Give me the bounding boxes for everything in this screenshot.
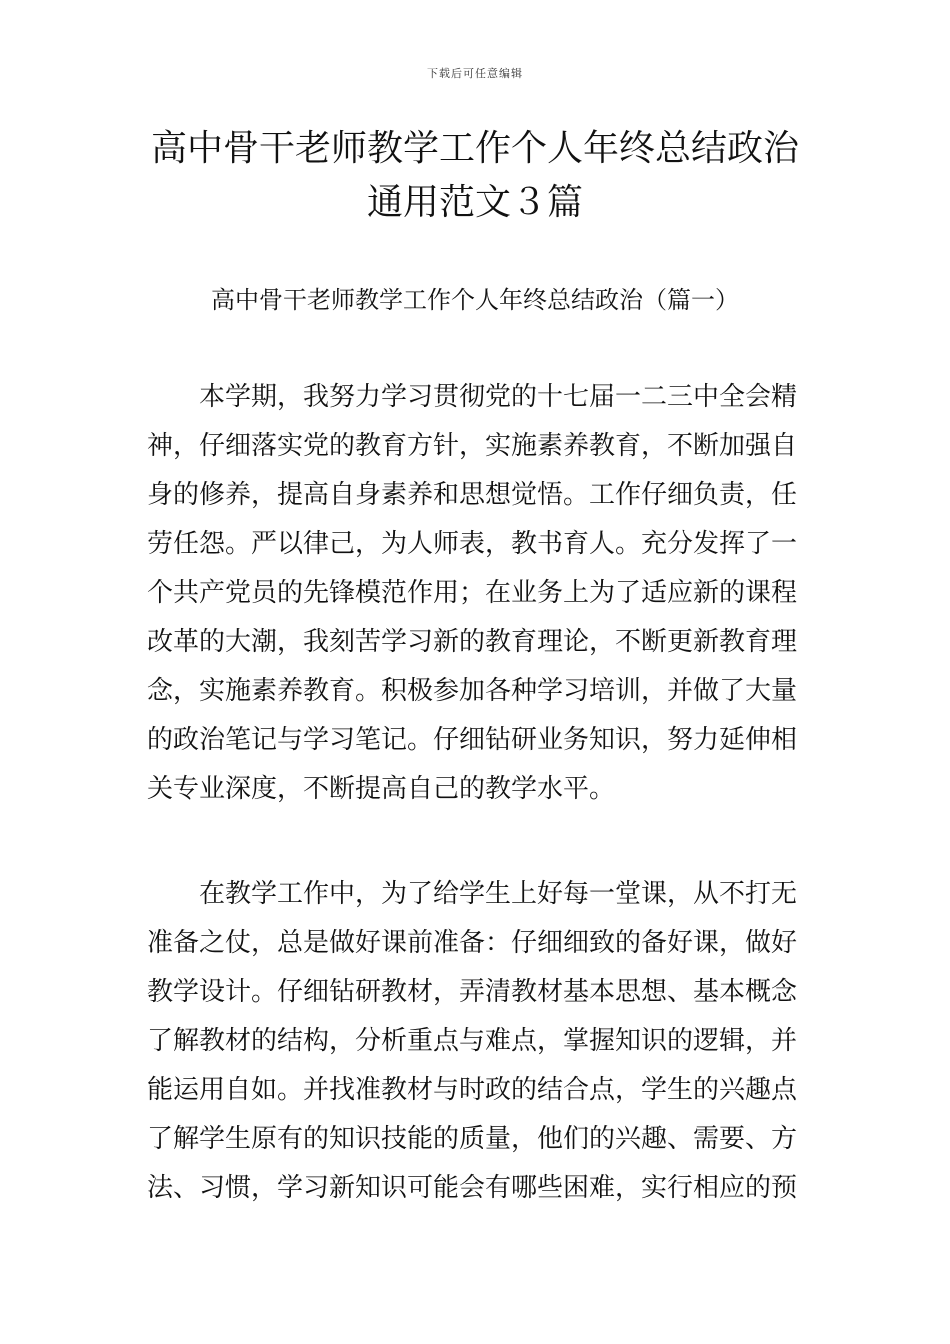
paragraph-line: 神，仔细落实党的教育方针，实施素养教育，不断加强自 <box>147 431 798 461</box>
paragraph-2 <box>147 870 807 1213</box>
paragraph-line: 身的修养，提高自身素养和思想觉悟。工作仔细负责，任 <box>147 480 798 510</box>
paragraph-line: 念，实施素养教育。积极参加各种学习培训，并做了大量 <box>147 676 798 706</box>
paragraph-line: 关专业深度，不断提高自己的教学水平。 <box>147 774 616 804</box>
paragraph-line: 本学期，我努力学习贯彻党的十七届一二三中全会精 <box>199 382 798 412</box>
paragraph-line: 能运用自如。并找准教材与时政的结合点，学生的兴趣点 <box>147 1075 798 1105</box>
paragraph-line: 法、习惯，学习新知识可能会有哪些困难，实行相应的预 <box>147 1173 798 1203</box>
section-heading: 高中骨干老师教学工作个人年终总结政治（篇一） <box>211 286 739 314</box>
paragraph-line: 劳任怨。严以律己，为人师表，教书育人。充分发挥了一 <box>147 529 798 559</box>
header-note: 下载后可任意编辑 <box>427 67 523 80</box>
paragraph-line: 在教学工作中，为了给学生上好每一堂课，从不打无 <box>199 879 798 909</box>
paragraph-line: 教学设计。仔细钻研教材，弄清教材基本思想、基本概念 <box>147 977 798 1007</box>
document-title-line: 高中骨干老师教学工作个人年终总结政治 <box>150 128 799 169</box>
paragraph-line: 了解学生原有的知识技能的质量，他们的兴趣、需要、方 <box>147 1124 798 1154</box>
paragraph-line: 准备之仗，总是做好课前准备：仔细细致的备好课，做好 <box>147 928 798 958</box>
paragraph-line: 个共产党员的先锋模范作用；在业务上为了适应新的课程 <box>147 578 798 608</box>
paragraph-line: 了解教材的结构，分析重点与难点，掌握知识的逻辑，并 <box>147 1026 798 1056</box>
document-title <box>100 122 850 230</box>
paragraph-1 <box>147 373 807 814</box>
document-title-line: 通用范文３篇 <box>366 182 583 223</box>
paragraph-line: 的政治笔记与学习笔记。仔细钻研业务知识，努力延伸相 <box>147 725 798 755</box>
paragraph-line: 改革的大潮，我刻苦学习新的教育理论，不断更新教育理 <box>147 627 798 657</box>
